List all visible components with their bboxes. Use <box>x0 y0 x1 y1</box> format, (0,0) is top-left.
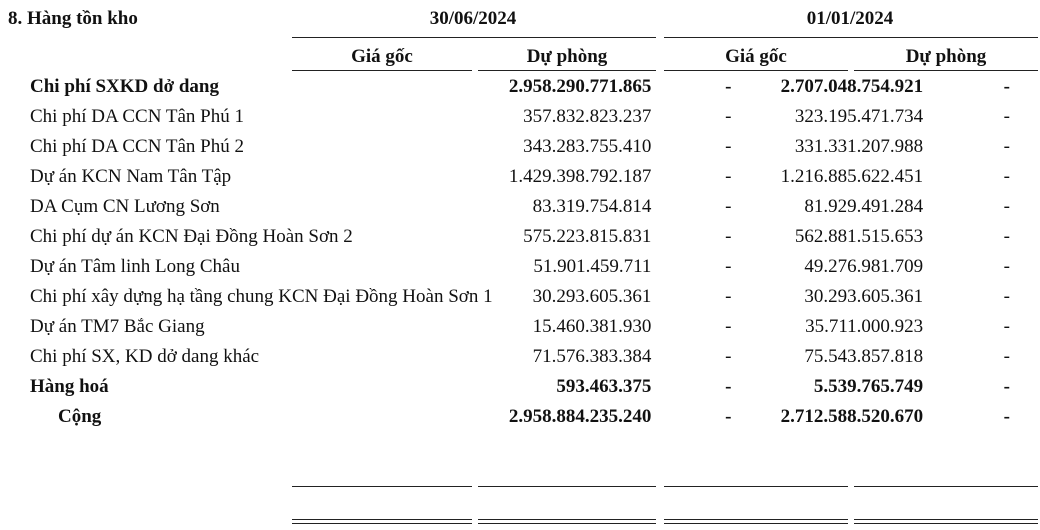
cost-value: 49.276.981.709 <box>804 256 924 277</box>
total-double-underline <box>478 519 656 524</box>
total-provision-value: - <box>725 406 732 427</box>
col-header-cost: Giá gốc <box>351 46 413 67</box>
table-row <box>0 282 1040 312</box>
row-label: Hàng hoá <box>30 376 109 397</box>
col-header-provision: Dự phòng <box>905 46 987 67</box>
table-row <box>0 222 1040 252</box>
table-row <box>0 342 1040 372</box>
provision-value: - <box>725 376 732 397</box>
provision-value: - <box>1003 76 1010 97</box>
row-label: DA Cụm CN Lương Sơn <box>30 196 220 217</box>
provision-value: - <box>725 106 732 127</box>
provision-value: - <box>1003 166 1010 187</box>
provision-value: - <box>1003 256 1010 277</box>
table-row <box>0 192 1040 222</box>
col-header-provision: Dự phòng <box>526 46 608 67</box>
subtotal-rule <box>478 486 656 487</box>
row-label: Dự án Tâm linh Long Châu <box>30 256 240 277</box>
period-date-2024-01-01: 01/01/2024 <box>806 8 894 29</box>
provision-value: - <box>725 316 732 337</box>
column-underline <box>664 70 848 71</box>
provision-value: - <box>725 136 732 157</box>
provision-value: - <box>725 346 732 367</box>
cost-value: 30.293.605.361 <box>532 286 652 307</box>
inventory-table <box>0 72 1040 432</box>
total-cost-value: 2.712.588.520.670 <box>780 406 924 427</box>
provision-value: - <box>1003 346 1010 367</box>
cost-value: 5.539.765.749 <box>813 376 924 397</box>
provision-value: - <box>725 226 732 247</box>
period-underline <box>292 37 656 38</box>
provision-value: - <box>725 286 732 307</box>
provision-value: - <box>1003 136 1010 157</box>
subtotal-rule <box>854 486 1038 487</box>
cost-value: 71.576.383.384 <box>532 346 652 367</box>
row-label: Chi phí DA CCN Tân Phú 2 <box>30 136 244 157</box>
total-provision-value: - <box>1003 406 1010 427</box>
provision-value: - <box>1003 226 1010 247</box>
total-cost-value: 2.958.884.235.240 <box>508 406 652 427</box>
cost-value: 343.283.755.410 <box>523 136 652 157</box>
table-row <box>0 312 1040 342</box>
col-header-cost: Giá gốc <box>725 46 787 67</box>
cost-value: 562.881.515.653 <box>794 226 924 247</box>
cost-value: 81.929.491.284 <box>804 196 924 217</box>
total-label: Cộng <box>58 406 102 427</box>
cost-value: 1.429.398.792.187 <box>508 166 652 187</box>
cost-value: 575.223.815.831 <box>523 226 652 247</box>
cost-value: 75.543.857.818 <box>804 346 924 367</box>
table-row <box>0 72 1040 102</box>
total-double-underline <box>664 519 848 524</box>
table-row <box>0 252 1040 282</box>
subtotal-rule <box>292 486 472 487</box>
table-row <box>0 132 1040 162</box>
provision-value: - <box>1003 376 1010 397</box>
cost-value: 323.195.471.734 <box>794 106 924 127</box>
cost-value: 30.293.605.361 <box>804 286 924 307</box>
provision-value: - <box>725 196 732 217</box>
cost-value: 83.319.754.814 <box>532 196 652 217</box>
table-row <box>0 372 1040 402</box>
provision-value: - <box>1003 106 1010 127</box>
cost-value: 35.711.000.923 <box>805 316 924 337</box>
table-row <box>0 162 1040 192</box>
column-underline <box>292 70 472 71</box>
row-label: Chi phí SXKD dở dang <box>30 76 219 97</box>
row-label: Chi phí xây dựng hạ tầng chung KCN Đại Đồng Hoàn Sơn 1 <box>30 286 493 307</box>
table-row <box>0 102 1040 132</box>
row-label: Chi phí dự án KCN Đại Đồng Hoàn Sơn 2 <box>30 226 353 247</box>
total-double-underline <box>854 519 1038 524</box>
provision-value: - <box>725 76 732 97</box>
cost-value: 331.331.207.988 <box>794 136 924 157</box>
provision-value: - <box>725 166 732 187</box>
row-label: Dự án TM7 Bắc Giang <box>30 316 205 337</box>
column-underline <box>854 70 1038 71</box>
cost-value: 2.707.048.754.921 <box>780 76 924 97</box>
section-title: 8. Hàng tồn kho <box>8 8 138 29</box>
period-underline <box>664 37 1038 38</box>
provision-value: - <box>725 256 732 277</box>
cost-value: 357.832.823.237 <box>523 106 652 127</box>
cost-value: 593.463.375 <box>556 376 652 397</box>
provision-value: - <box>1003 316 1010 337</box>
cost-value: 15.460.381.930 <box>532 316 652 337</box>
cost-value: 2.958.290.771.865 <box>508 76 652 97</box>
period-date-2024-06-30: 30/06/2024 <box>429 8 517 29</box>
total-double-underline <box>292 519 472 524</box>
provision-value: - <box>1003 286 1010 307</box>
row-label: Dự án KCN Nam Tân Tập <box>30 166 232 187</box>
row-label: Chi phí DA CCN Tân Phú 1 <box>30 106 244 127</box>
cost-value: 1.216.885.622.451 <box>780 166 924 187</box>
cost-value: 51.901.459.711 <box>533 256 652 277</box>
row-label: Chi phí SX, KD dở dang khác <box>30 346 260 367</box>
total-row <box>0 402 1040 432</box>
provision-value: - <box>1003 196 1010 217</box>
column-underline <box>478 70 656 71</box>
subtotal-rule <box>664 486 848 487</box>
